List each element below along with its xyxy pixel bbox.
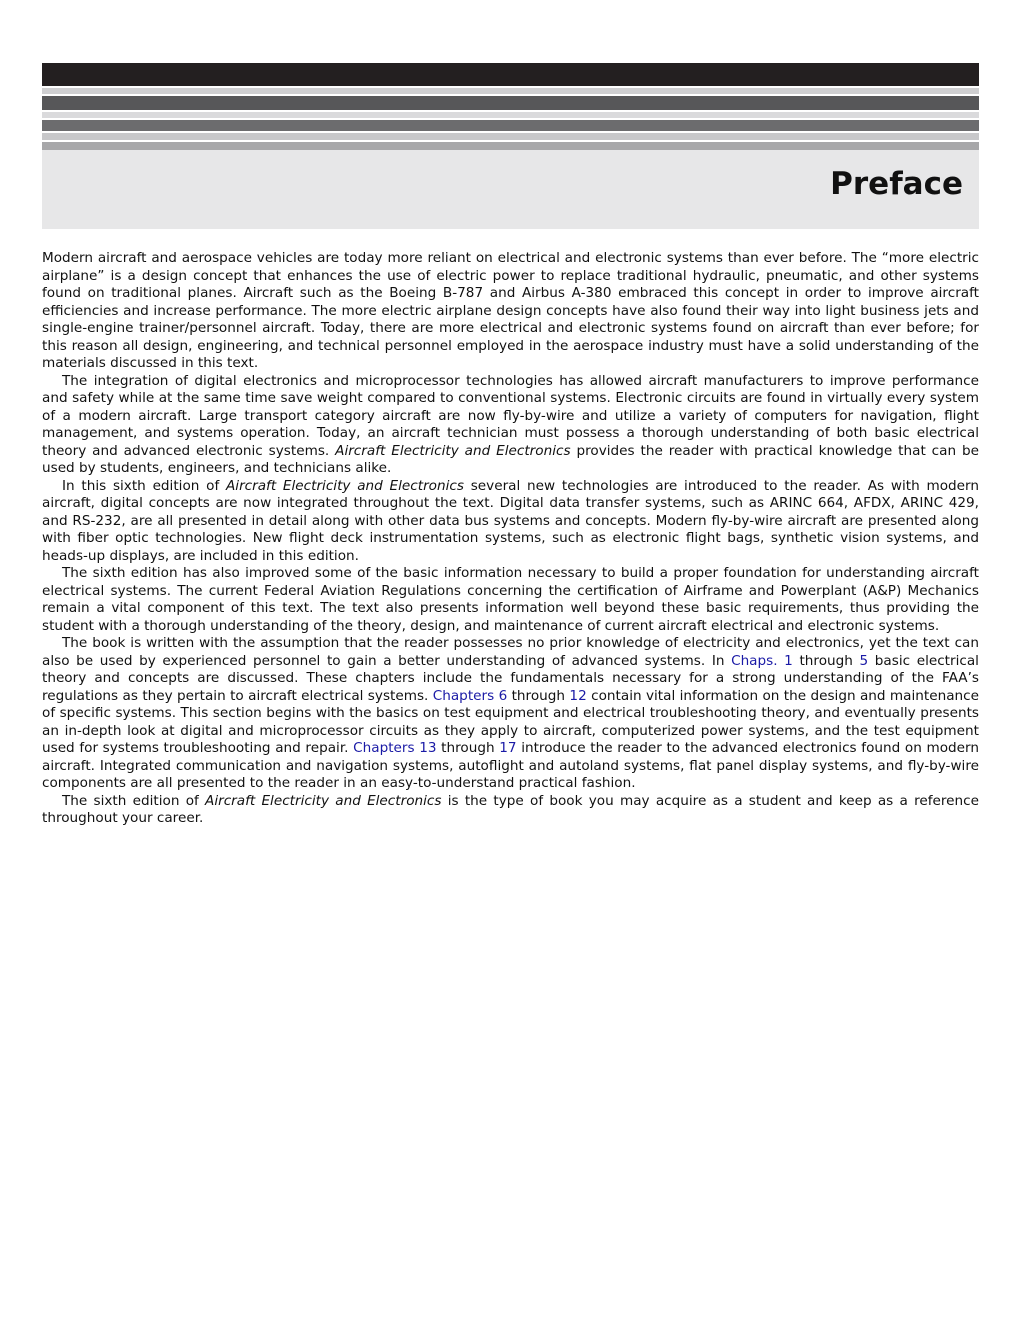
paragraph-text: through (507, 687, 570, 704)
paragraph-sixth-edition (42, 478, 979, 566)
header-stripe (42, 96, 979, 110)
paragraph-text: introduce the reader to the advanced electronics found on modern aircraft. Integrated communication and navigation systems, autoflight and autoland systems, flat panel display systems, and fly-by-wire components are all presented to the reader in an easy-to-understand practical fashion. (42, 740, 979, 791)
header-stripe (42, 88, 979, 94)
paragraph-text: The integration of digital electronics and microprocessor technologies has allowed aircraft manufacturers to improve performance and safety while at the same time save weight compared to conventional systems. Electronic circuits are found in virtually every system of a modern aircraft. Large transport category aircraft are now fly-by-wire and utilize a variety of computers for navigation, flight management, and systems operation. Today, an aircraft technician must possess a thorough understanding of both basic electrical theory and advanced electronic systems. (42, 372, 979, 459)
book-title: Aircraft Electricity and Electronics (226, 477, 464, 494)
header-stripe (42, 133, 979, 140)
paragraph-text: several new technologies are introduced to the reader. As with modern aircraft, digital concepts are now integrated throughout the text. Digital data transfer systems, such as ARINC 664, AFDX, ARINC 429, and RS-232, are all presented in detail along with other data bus systems and concepts. Modern fly-by-wire aircraft are presented along with fiber optic technologies. New flight deck instrumentation systems, such as electronic flight bags, synthetic vision systems, and heads-up displays, are included in this edition. (42, 477, 979, 564)
chapter-link-6[interactable]: Chapters 6 (432, 687, 508, 704)
book-title: Aircraft Electricity and Electronics (205, 792, 442, 809)
header-stripe (42, 142, 979, 150)
book-title: Aircraft Electricity and Electronics (335, 442, 571, 459)
chapter-link-5[interactable]: 5 (859, 652, 869, 669)
chapter-link-1[interactable]: Chaps. 1 (731, 652, 793, 669)
paragraph-text: The sixth edition of (62, 792, 206, 809)
chapter-header-banner (42, 63, 979, 229)
header-stripe (42, 120, 979, 131)
title-panel (42, 150, 979, 229)
paragraph-text: is the type of book you may acquire as a student and keep as a reference throughout your career. (42, 792, 979, 826)
paragraph-basic-information: The sixth edition has also improved some of the basic information necessary to build a proper foundation for understanding aircraft electrical systems. The current Federal Aviation Regulations concerning the certification of Airframe and Powerplant (A&P) Mechanics remain a vital component of this text. The text also presents information well beyond these basic requirements, thus providing the student with a thorough understanding of the theory, design, and maintenance of current aircraft electrical and electronic systems. (42, 565, 979, 634)
paragraph-text: through (792, 652, 860, 669)
paragraph-digital-electronics (42, 373, 979, 478)
chapter-link-17[interactable]: 17 (499, 740, 517, 756)
preface-body (42, 250, 979, 828)
chapter-link-13[interactable]: Chapters 13 (353, 740, 437, 756)
header-stripe (42, 112, 979, 118)
paragraph-text: provides the reader with practical knowledge that can be used by students, engineers, and technicians alike. (42, 442, 980, 476)
paragraph-text: basic electrical theory and concepts are discussed. These chapters include the fundamentals necessary for a strong understanding of the FAA’s regulations as they pertain to aircraft electrical systems. (42, 652, 979, 704)
paragraph-text: through (436, 740, 500, 756)
chapter-link-12[interactable]: 12 (569, 687, 587, 704)
paragraph-text: The book is written with the assumption that the reader possesses no prior knowledge of electricity and electronics, yet the text can also be used by experienced personnel to gain a better understanding of advanced systems. In (42, 635, 979, 669)
header-stripe (42, 63, 979, 86)
paragraph-closing (42, 793, 979, 828)
paragraph-text: contain vital information on the design and maintenance of specific systems. This section begins with the basics on test equipment and electrical troubleshooting theory, and eventually presents an in-depth look at digital and microprocessor circuits as they apply to aircraft, computerized power systems, and the test equipment used for systems troubleshooting and repair. (42, 687, 979, 756)
paragraph-book-structure (42, 635, 979, 793)
paragraph-intro: Modern aircraft and aerospace vehicles are today more reliant on electrical and electronic systems than ever before. The “more electric airplane” is a design concept that enhances the use of electric power to replace traditional hydraulic, pneumatic, and other systems found on traditional planes. Aircraft such as the Boeing B-787 and Airbus A-380 embraced this concept in order to improve aircraft efficiencies and increase performance. The more electric airplane design concepts have also found their way into light business jets and single-engine trainer/personnel aircraft. Today, there are more electrical and electronic systems found on aircraft than ever before; for this reason all design, engineering, and technical personnel employed in the aerospace industry must have a solid understanding of the materials discussed in this text. (42, 250, 979, 371)
page-title: Preface (830, 166, 963, 202)
paragraph-text: In this sixth edition of (62, 477, 226, 494)
